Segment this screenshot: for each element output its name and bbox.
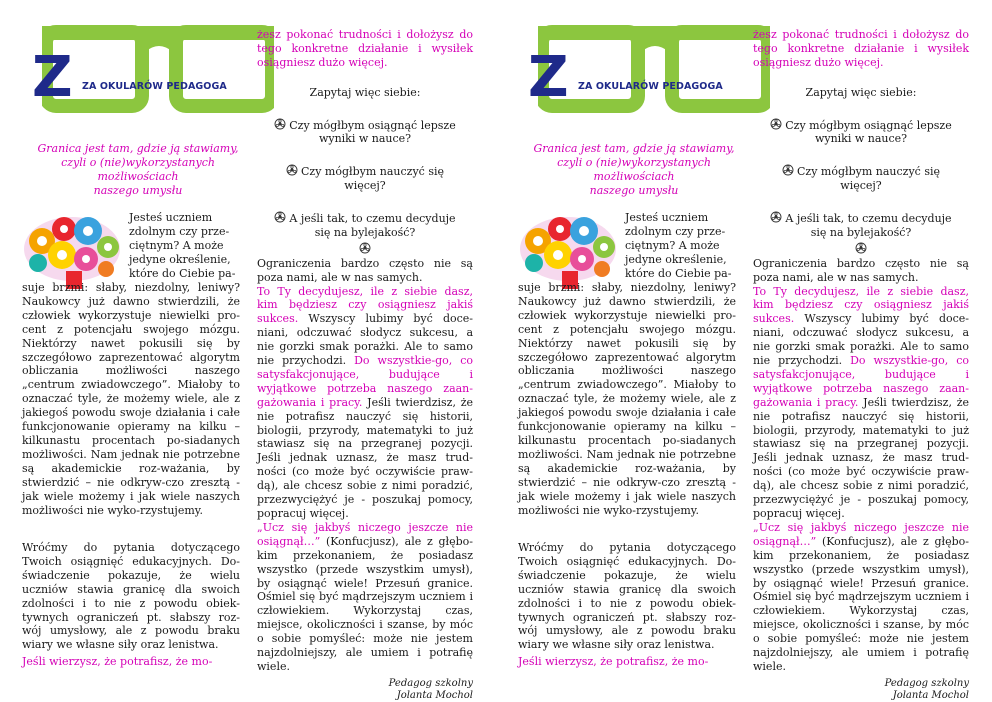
right-column bbox=[753, 28, 969, 702]
question-3-text: A jeśli tak, to czemu decyduje się na bylejakość? bbox=[289, 211, 456, 239]
decide-text: Wszyscy lubimy być doce-niani, odczuwać słodycz sukcesu, a nie gorzki smak porażki. Ale to samo nie przychodzi. bbox=[753, 312, 969, 368]
signature: Pedagog szkolny Jolanta Mochol bbox=[388, 677, 473, 701]
decide-text-end: Jeśli twierdzisz, że nie potrafisz nauczyć się historii, biologii, przyrody, matematyki to już stawiasz się na przegranej pozycji. Jeśli jednak uznasz, że masz trud-ności (co może być oczywiście praw-dą), ale chcesz sobie z nimi poradzić, przezwyciężyć je - poszukaj pomocy, popracuj więcej. bbox=[753, 395, 969, 520]
decide-paragraph bbox=[257, 285, 473, 521]
question-2-text: Czy mógłbym nauczyć się więcej? bbox=[797, 165, 940, 193]
question-2 bbox=[753, 150, 969, 193]
article-subtitle: Granica jest tam, gdzie ją stawiamy, czyli o (nie)wykorzystanych możliwościach naszego umysłu bbox=[37, 142, 239, 197]
intro-paragraph: Jesteś uczniem zdolnym czy prze- ciętnym? A może jedyne określenie, które do Ciebie pa- bbox=[625, 211, 732, 280]
effort-highlight: Do wszystkie-go, co satysfakcjonujące, budujące i wyjątkowe potrzeba naszego zaan-gażowania i pracy. bbox=[257, 354, 473, 409]
flower-icon bbox=[274, 118, 286, 130]
brain-gears-icon bbox=[518, 211, 622, 291]
continuation-line: Jeśli wierzysz, że potrafisz, że mo- bbox=[518, 655, 709, 668]
question-3 bbox=[257, 197, 473, 240]
body-paragraph: suje brzmi: słaby, niezdolny, leniwy? Naukowcy już dawno stwierdzili, że człowiek wykorzystuje niewielki pro-cent z potencjału swojego mózgu. Niektórzy nawet pokusili się by szczegółowo zaprezentować algorytm obliczania możliwości naszego „centrum zwiadowczego”. Miałoby to oznaczać tyle, że możemy wiele, ale z jakiegoś powodu swoje działania i całe funkcjonowanie opieramy na kilku – kilkunastu procentach po-siadanych możliwości. Nam jednak nie potrzebne są akademickie roz-ważania, by stwierdzić – nie odkryw-czo zresztą - jak wiele możemy i jak wiele naszych możliwości nie wyko-rzystujemy. bbox=[22, 281, 240, 517]
brain-gears-icon bbox=[22, 211, 126, 291]
question-1 bbox=[257, 104, 473, 147]
flower-icon bbox=[782, 164, 794, 176]
flower-icon bbox=[286, 164, 298, 176]
header-label: ZA OKULARÓW PEDAGOGA bbox=[578, 81, 723, 92]
flower-divider bbox=[257, 242, 473, 257]
decide-text-end: Jeśli twierdzisz, że nie potrafisz nauczyć się historii, biologii, przyrody, matematyki to już stawiasz się na przegranej pozycji. Jeśli jednak uznasz, że masz trud-ności (co może być oczywiście praw-dą), ale chcesz sobie z nimi poradzić, przezwyciężyć je - poszukaj pomocy, popracuj więcej. bbox=[257, 395, 473, 520]
flower-icon bbox=[359, 242, 371, 254]
flower-icon bbox=[770, 211, 782, 223]
right-column bbox=[257, 28, 473, 702]
flower-icon bbox=[274, 211, 286, 223]
continuation-top: żesz pokonać trudności i dołożysz do tego konkretne działanie i wysiłek osiągniesz dużo więcej. bbox=[257, 28, 473, 69]
quote-paragraph bbox=[257, 521, 473, 674]
ask-line: Zapytaj więc siebie: bbox=[309, 85, 421, 99]
decide-highlight: To Ty decydujesz, ile z siebie dasz, kim będziesz czy osiągniesz jakiś sukces. bbox=[753, 284, 969, 326]
body-paragraph: suje brzmi: słaby, niezdolny, leniwy? Naukowcy już dawno stwierdzili, że człowiek wykorzystuje niewielki pro-cent z potencjału swojego mózgu. Niektórzy nawet pokusili się by szczegółowo zaprezentować algorytm obliczania możliwości naszego „centrum zwiadowczego”. Miałoby to oznaczać tyle, że możemy wiele, ale z jakiegoś powodu swoje działania i całe funkcjonowanie opieramy na kilku – kilkunastu procentach po-siadanych możliwości. Nam jednak nie potrzebne są akademickie roz-ważania, by stwierdzić – nie odkryw-czo zresztą - jak wiele możemy i jak wiele naszych możliwości nie wyko-rzystujemy. bbox=[518, 281, 736, 517]
article-subtitle: Granica jest tam, gdzie ją stawiamy, czyli o (nie)wykorzystanych możliwościach naszego umysłu bbox=[533, 142, 735, 197]
continuation-top: żesz pokonać trudności i dołożysz do tego konkretne działanie i wysiłek osiągniesz dużo więcej. bbox=[753, 28, 969, 69]
question-3 bbox=[753, 197, 969, 240]
quote-text: (Konfucjusz), ale z głębo-kim przekonaniem, że posiadasz wszystko (przede wszystkim umysł), by osiągnąć wiele! Przesuń granice. Ośmiel się być mądrzejszym uczniem i człowiekiem. Wykorzystaj czas, miejsce, okoliczności i szanse, by móc o sobie pomyśleć: może nie jestem najzdolniejszy, ale umiem i potrafię wiele. bbox=[257, 534, 473, 673]
flower-icon bbox=[770, 118, 782, 130]
question-2 bbox=[257, 150, 473, 193]
glasses-icon bbox=[538, 20, 770, 118]
flower-divider bbox=[753, 242, 969, 257]
intro-paragraph: Jesteś uczniem zdolnym czy prze- ciętnym? A może jedyne określenie, które do Ciebie pa- bbox=[129, 211, 236, 280]
continuation-line: Jeśli wierzysz, że potrafisz, że mo- bbox=[22, 655, 213, 668]
decide-text: Wszyscy lubimy być doce-niani, odczuwać słodycz sukcesu, a nie gorzki smak porażki. Ale to samo nie przychodzi. bbox=[257, 312, 473, 368]
question-1-text: Czy mógłbym osiągnąć lepsze wyniki w nauce? bbox=[785, 118, 952, 146]
leaflet-page-right bbox=[496, 0, 992, 702]
header-letter: Z bbox=[528, 45, 569, 110]
return-paragraph: Wróćmy do pytania dotyczącego Twoich osiągnięć edukacyjnych. Do-świadczenie pokazuje, że wielu uczniów stawia granicę dla swoich zdolności i to nie z powodu obiek-tywnych ograniczeń pt. słabszy roz-wój umysłowy, ale z powodu braku wiary we własne siły oraz lenistwa. bbox=[518, 541, 736, 652]
decide-paragraph bbox=[753, 285, 969, 521]
quote-paragraph bbox=[753, 521, 969, 674]
question-1-text: Czy mógłbym osiągnąć lepsze wyniki w nauce? bbox=[289, 118, 456, 146]
glasses-icon bbox=[42, 20, 274, 118]
effort-highlight: Do wszystkie-go, co satysfakcjonujące, budujące i wyjątkowe potrzeba naszego zaan-gażowania i pracy. bbox=[753, 354, 969, 409]
confucius-quote: „Ucz się jakbyś niczego jeszcze nie osiągnął…” bbox=[753, 520, 969, 548]
question-1 bbox=[753, 104, 969, 147]
header-letter: Z bbox=[32, 45, 73, 110]
return-paragraph: Wróćmy do pytania dotyczącego Twoich osiągnięć edukacyjnych. Do-świadczenie pokazuje, że wielu uczniów stawia granicę dla swoich zdolności i to nie z powodu obiek-tywnych ograniczeń pt. słabszy roz-wój umysłowy, ale z powodu braku wiary we własne siły oraz lenistwa. bbox=[22, 541, 240, 652]
decide-highlight: To Ty decydujesz, ile z siebie dasz, kim będziesz czy osiągniesz jakiś sukces. bbox=[257, 284, 473, 326]
signature: Pedagog szkolny Jolanta Mochol bbox=[884, 677, 969, 701]
header-label: ZA OKULARÓW PEDAGOGA bbox=[82, 81, 227, 92]
quote-text: (Konfucjusz), ale z głębo-kim przekonaniem, że posiadasz wszystko (przede wszystkim umysł), by osiągnąć wiele! Przesuń granice. Ośmiel się być mądrzejszym uczniem i człowiekiem. Wykorzystaj czas, miejsce, okoliczności i szanse, by móc o sobie pomyśleć: może nie jestem najzdolniejszy, ale umiem i potrafię wiele. bbox=[753, 534, 969, 673]
confucius-quote: „Ucz się jakbyś niczego jeszcze nie osiągnął…” bbox=[257, 520, 473, 548]
limits-paragraph: Ograniczenia bardzo często nie są poza nami, ale w nas samych. bbox=[753, 256, 969, 284]
limits-paragraph: Ograniczenia bardzo często nie są poza nami, ale w nas samych. bbox=[257, 256, 473, 284]
question-3-text: A jeśli tak, to czemu decyduje się na bylejakość? bbox=[785, 211, 952, 239]
flower-icon bbox=[855, 242, 867, 254]
ask-line: Zapytaj więc siebie: bbox=[805, 85, 917, 99]
question-2-text: Czy mógłbym nauczyć się więcej? bbox=[301, 165, 444, 193]
